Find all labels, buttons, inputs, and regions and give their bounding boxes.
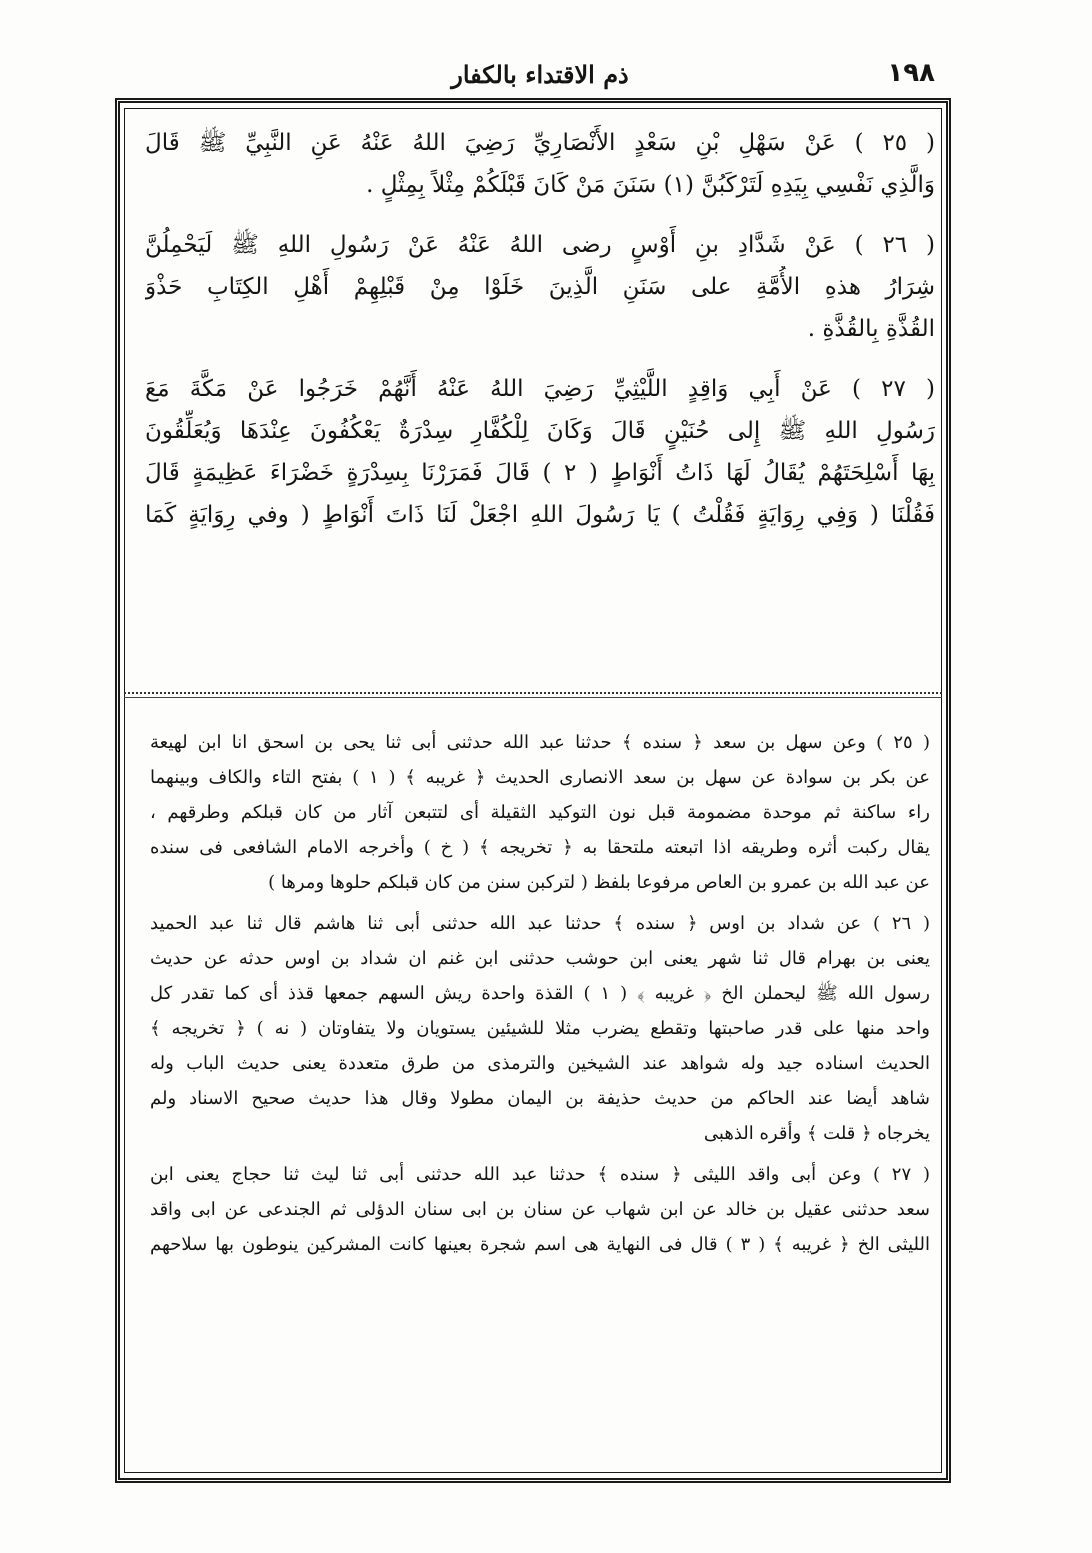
note-line: واحد منها على قدر صاحبتها وتقطع يضرب مثلا للشيئين يستويان ولا يتفاوتان ( نه ) ﴿ تخريجه ﴾: [150, 1018, 930, 1039]
note-line: يقال ركبت أثره وطريقه اذا اتبعته ملتحقا به ﴿ تخريجه ﴾ ( خ ) وأخرجه الامام الشافعى فى سنده: [150, 837, 930, 858]
text-line: ( ٢٧ ) عَنْ أَبِي وَاقِدٍ اللَّيْثِيِّ رَضِيَ اللهُ عَنْهُ أَنَّهُمْ خَرَجُوا عَنْ مَكَّةَ مَعَ: [145, 376, 935, 402]
note-line: ( ٢٦ ) عن شداد بن اوس ﴿ سنده ﴾ حدثنا عبد الله حدثنى أبى ثنا هاشم قال ثنا عبد الحميد: [150, 913, 930, 934]
note-line: الليثى الخ ﴿ غريبه ﴾ ( ٣ ) قال فى النهاية هى اسم شجرة بعينها كانت المشركين ينوطون بها سلاحهم: [150, 1234, 930, 1255]
text-line: رَسُولِ اللهِ ﷺ إِلى حُنَيْنٍ قَالَ وَكَانَ لِلْكُفَّارِ سِدْرَةٌ يَعْكُفُونَ عِنْدَهَا وَيُعَلِّقُونَ: [145, 418, 935, 444]
note-25: [150, 725, 930, 900]
note-line: عن عبد الله بن عمرو بن العاص مرفوعا بلفظ ( لتركبن سنن من كان قبلكم حلوها ومرها ): [268, 872, 930, 893]
note-line: يخرجاه ﴿ قلت ﴾ وأقره الذهبى: [703, 1123, 930, 1144]
text-line: القُذَّةِ بِالقُذَّةِ .: [807, 316, 935, 342]
text-line: فَقُلْنَا ( وَفِي رِوَايَةٍ فَقُلْتُ ) يَا رَسُولَ اللهِ اجْعَلْ لَنَا ذَاتَ أَنْوَاطٍ ( وفي رِوَايَةٍ كَمَا: [145, 502, 935, 528]
text-line: ( ٢٥ ) عَنْ سَهْلِ بْنِ سَعْدٍ الأَنْصَارِيِّ رَضِيَ اللهُ عَنْهُ عَنِ النَّبِيِّ ﷺ قَالَ: [145, 130, 935, 156]
note-line: ( ٢٧ ) وعن أبى واقد الليثى ﴿ سنده ﴾ حدثنا عبد الله حدثنى أبى ثنا ليث ثنا حجاج يعنى ابن: [150, 1164, 930, 1185]
page-header: [145, 58, 935, 98]
note-line: شاهد أيضا عند الحاكم من حديث حذيفة بن اليمان مطولا وقال هذا حديث صحيح الاسناد ولم: [150, 1088, 930, 1109]
note-line: عن بكر بن سوادة عن سهل بن سعد الانصارى الحديث ﴿ غريبه ﴾ ( ١ ) بفتح التاء والكاف وبينهما: [150, 767, 930, 788]
note-26: [150, 906, 930, 1151]
hadith-26: [145, 224, 935, 350]
page-number: ١٩٨: [887, 58, 935, 88]
note-line: الحديث اسناده جيد وله شواهد عند الشيخين والترمذى من طرق متعددة يعنى حديث الباب وله: [150, 1053, 930, 1074]
text-line: ( ٢٦ ) عَنْ شَدَّادِ بنِ أَوْسٍ رضى اللهُ عَنْهُ عَنْ رَسُولِ اللهِ ﷺ لَيَحْمِلُنَّ: [145, 232, 935, 258]
section-divider-dotted: [124, 692, 942, 694]
text-line: بِهَا أَسْلِحَتَهُمْ يُقَالُ لَهَا ذَاتُ أَنْوَاطٍ ( ٢ ) قَالَ فَمَرَرْنَا بِسِدْرَةٍ خَضْرَاءَ عَظِيمَةٍ قَالَ: [145, 460, 935, 486]
text-line: وَالَّذِي نَفْسِي بِيَدِهِ لَتَرْكَبُنَّ (١) سَنَنَ مَنْ كَانَ قَبْلَكُمْ مِثْلاً بِمِثْلٍ .: [366, 172, 935, 198]
note-line: يعنى بن بهرام قال ثنا شهر يعنى ابن حوشب حدثنى ابن غنم ان شداد بن اوس حدثه عن حديث: [150, 948, 930, 969]
running-title: ذم الاقتداء بالكفار: [451, 60, 629, 89]
note-line: راء ساكنة ثم موحدة مضمومة قبل نون التوكيد الثقيلة أى لتتبعن آثار من كان قبلكم وطرقهم ،: [150, 802, 930, 823]
note-line: سعد حدثنى عقيل بن خالد عن ابن شهاب عن سنان بن ابى سنان الدؤلى ثم الجندعى عن ابى واقد: [150, 1199, 930, 1220]
main-text: [145, 122, 935, 554]
commentary: [150, 725, 930, 1268]
hadith-27: [145, 368, 935, 536]
section-divider: [124, 697, 942, 698]
note-line: رسول الله ﷺ ليحملن الخ ﴿ غريبه ﴾ ( ١ ) القذة واحدة ريش السهم جمعها قذذ أى كما تقدر كل: [150, 983, 930, 1004]
hadith-25: [145, 122, 935, 206]
note-line: ( ٢٥ ) وعن سهل بن سعد ﴿ سنده ﴾ حدثنا عبد الله حدثنى أبى ثنا يحى بن اسحق انا ابن لهيعة: [150, 732, 930, 753]
text-line: شِرَارُ هذهِ الأُمَّةِ على سَنَنِ الَّذِينَ خَلَوْا مِنْ قَبْلِهِمْ أَهْلِ الكِتَابِ حَذْوَ: [145, 274, 935, 300]
note-27: [150, 1157, 930, 1262]
